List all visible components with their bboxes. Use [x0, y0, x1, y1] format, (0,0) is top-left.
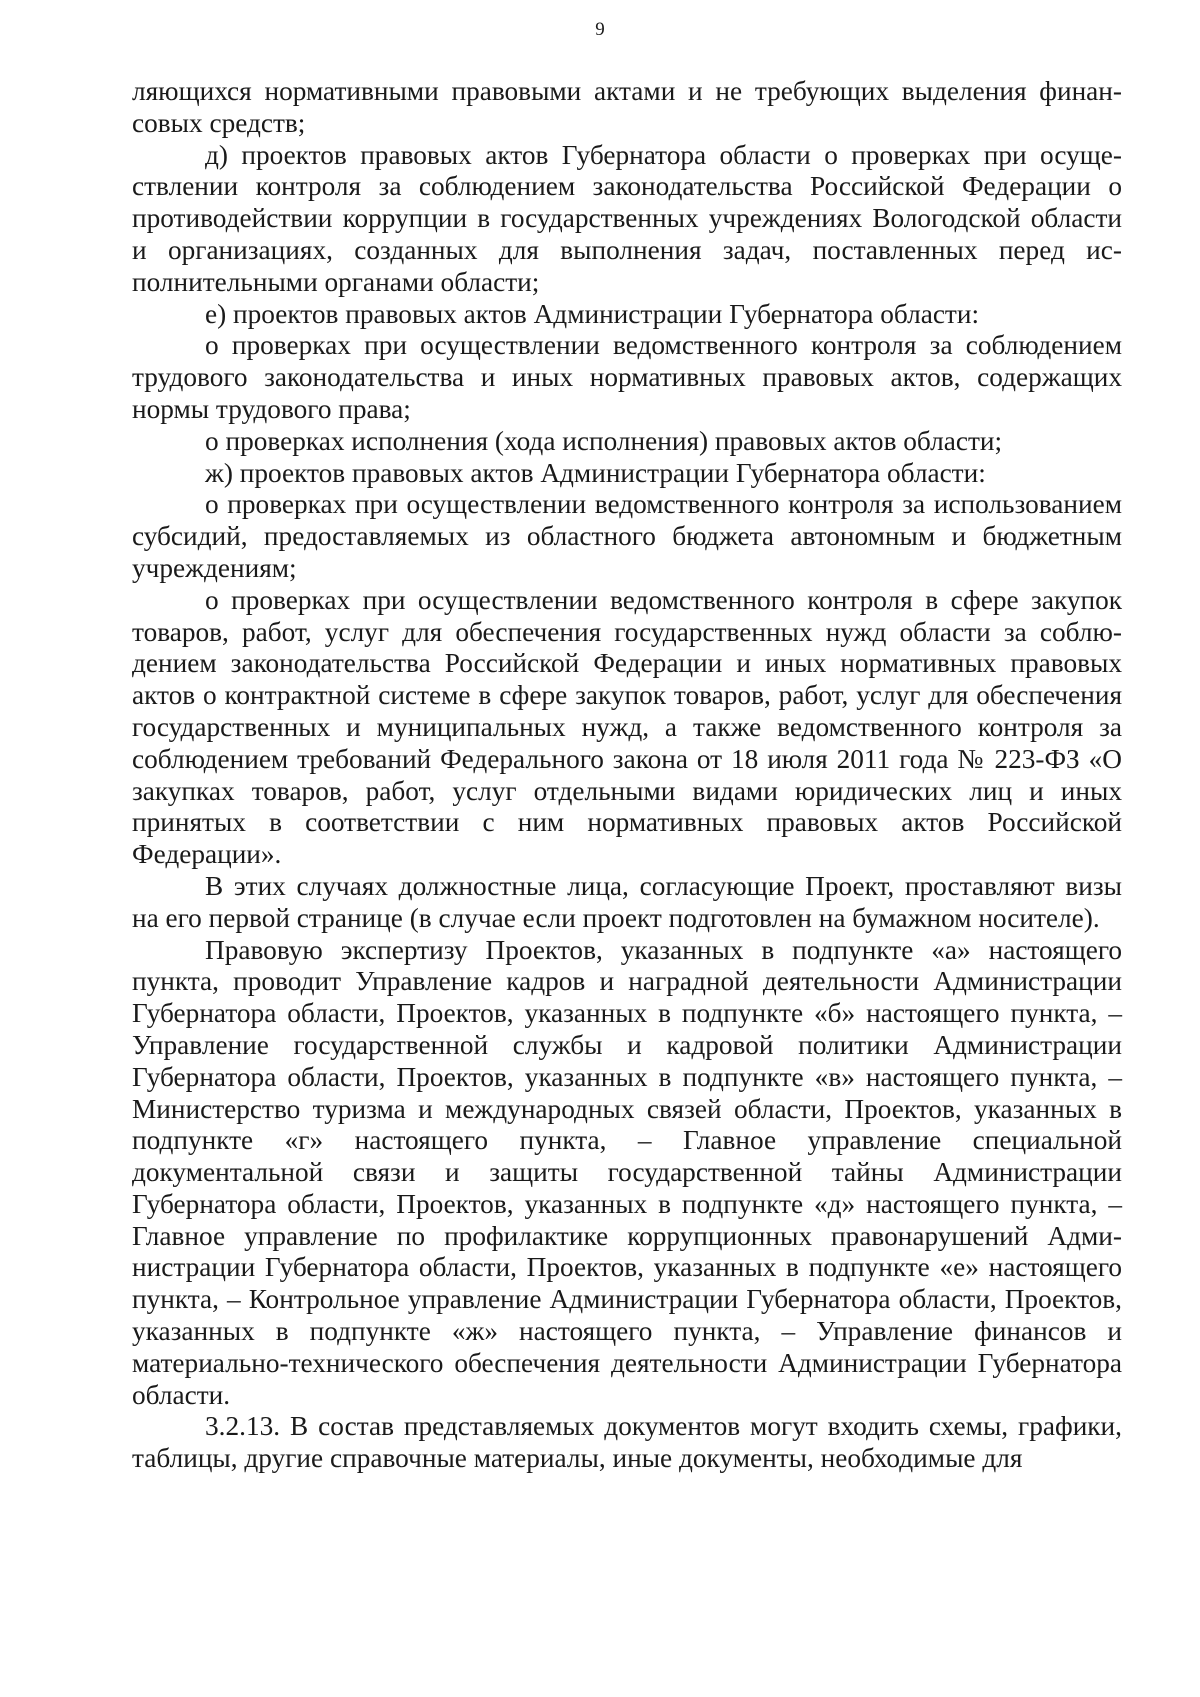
paragraph: ж) проектов правовых актов Администрации Губернатора области: [205, 457, 986, 488]
paragraph: о проверках при осуществлении ведомственного контроля за использованием субсидий, предоставляемых из областного бюджета автономным и бюджетным учреждениям; [132, 489, 1122, 583]
paragraph: о проверках исполнения (хода исполнения) правовых актов области; [205, 425, 1003, 456]
page-number: 9 [595, 19, 605, 40]
paragraph: д) проектов правовых актов Губернатора области о проверках при осуществлении контроля за соблюдением законодательства Российской Федерации о противодействии коррупции в государственных учреждениях Вологодской области и организациях, созданных для выполнения задач, поставленных перед исполнительными органами области; [132, 139, 1122, 297]
paragraph: о проверках при осуществлении ведомственного контроля в сфере закупок товаров, работ, услуг для обеспечения государственных нужд области за соблюдением законодательства Российской Федерации и иных нормативных правовых актов о контрактной системе в сфере закупок товаров, работ, услуг для обеспечения государственных и муниципальных нужд, а также ведомственного контроля за соблюдением требований Федерального закона от 18 июля 2011 года № 223-ФЗ «О закупках товаров, работ, услуг отдельными видами юридических лиц и иных принятых в соответствии с ним нормативных правовых актов Российской Федерации». [132, 584, 1122, 870]
paragraph: Правовую экспертизу Проектов, указанных в подпункте «а» настоящего пункта, проводит Управление кадров и наградной деятельности Администрации Губернатора области, Проектов, указанных в подпункте «б» настоящего пункта, – Управление государственной службы и кадровой политики Администрации Губернатора области, Проектов, указанных в подпункте «в» настоящего пункта, – Министерство туризма и международных связей области, Проектов, указанных в подпункте «г» настоящего пункта, – Главное управление специальной документальной связи и защиты государственной тайны Администрации Губернатора области, Проектов, указанных в подпункте «д» настоящего пункта, – Главное управление по профилактике коррупционных правонарушений Администрации Губернатора области, Проектов, указанных в подпункте «е» настоящего пункта, – Контрольное управление Администрации Губернатора области, Проектов, указанных в подпункте «ж» настоящего пункта, – Управление финансов и материально-технического обеспечения деятельности Администрации Губернатора области. [132, 934, 1122, 1410]
paragraph: о проверках при осуществлении ведомственного контроля за соблюдением трудового законодательства и иных нормативных правовых актов, содержащих нормы трудового права; [132, 330, 1122, 424]
paragraph: е) проектов правовых актов Администрации Губернатора области: [205, 298, 980, 329]
paragraph: ляющихся нормативными правовыми актами и не требующих выделения финансовых средств; [132, 76, 1122, 138]
document-body [132, 76, 1122, 1475]
paragraph: В этих случаях должностные лица, согласующие Проект, проставляют визы на его первой странице (в случае если проект подготовлен на бумажном носителе). [132, 870, 1122, 933]
paragraph: 3.2.13. В состав представляемых документов могут входить схемы, графики, таблицы, другие справочные материалы, иные документы, необходимые для [132, 1411, 1122, 1474]
